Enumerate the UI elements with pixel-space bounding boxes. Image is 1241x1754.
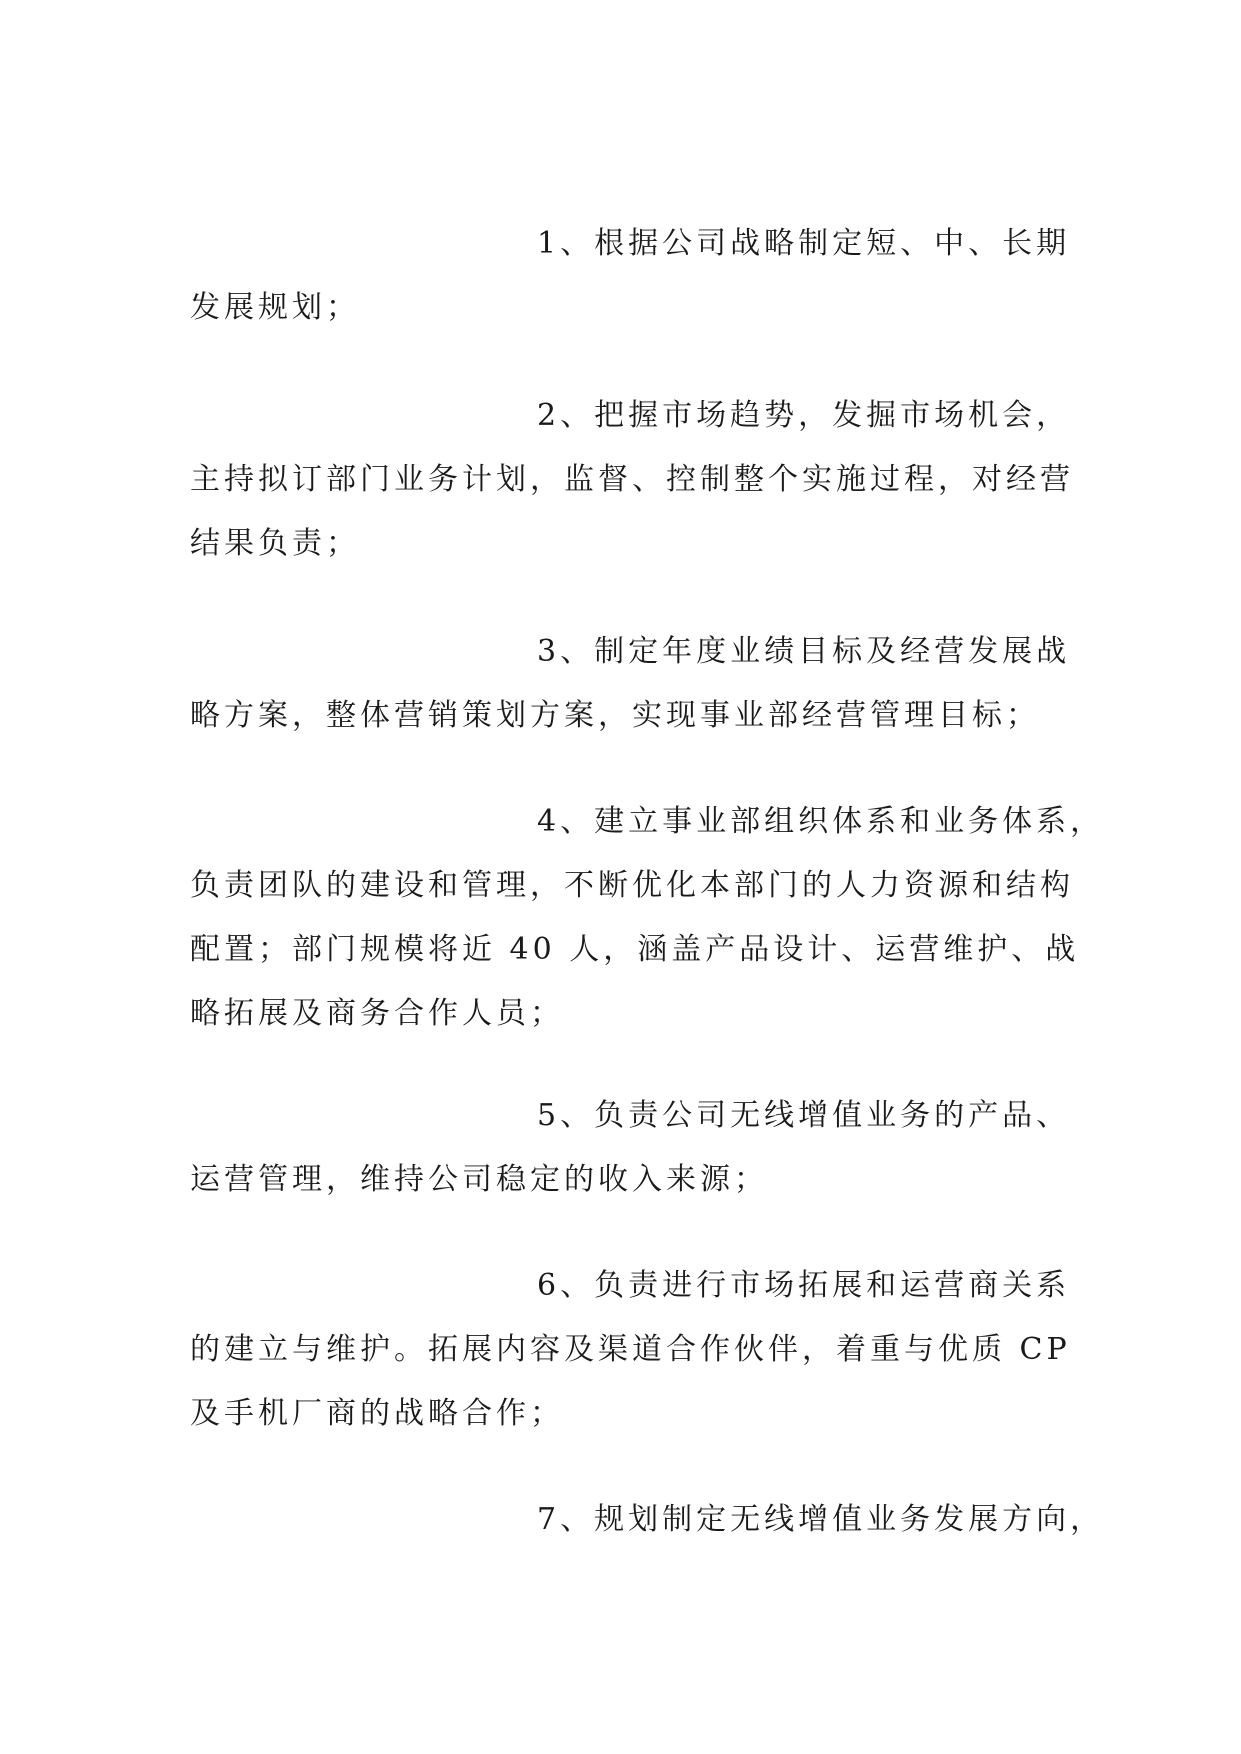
paragraph-4 <box>190 790 1105 1046</box>
paragraph-3-line-2: 略方案，整体营销策划方案，实现事业部经营管理目标； <box>190 698 1040 733</box>
paragraph-6 <box>190 1254 1071 1446</box>
paragraph-1 <box>190 212 1071 340</box>
paragraph-3 <box>190 620 1071 748</box>
paragraph-1-line-1: 1、根据公司战略制定短、中、长期 <box>537 226 1071 261</box>
paragraph-2-line-3: 结果负责； <box>190 526 360 561</box>
paragraph-6-line-3: 及手机厂商的战略合作； <box>190 1396 564 1431</box>
paragraph-5-line-2: 运营管理，维持公司稳定的收入来源； <box>190 1162 768 1197</box>
paragraph-1-line-2: 发展规划； <box>190 290 360 325</box>
paragraph-7 <box>190 1488 1105 1552</box>
paragraph-7-line-1: 7、规划制定无线增值业务发展方向， <box>537 1502 1105 1537</box>
paragraph-4-line-2: 负责团队的建设和管理，不断优化本部门的人力资源和结构 <box>190 868 1074 903</box>
paragraph-2-line-2: 主持拟订部门业务计划，监督、控制整个实施过程，对经营 <box>190 462 1074 497</box>
paragraph-4-line-4: 略拓展及商务合作人员； <box>190 996 564 1031</box>
paragraph-5-line-1: 5、负责公司无线增值业务的产品、 <box>537 1098 1071 1133</box>
paragraph-4-line-3: 配置；部门规模将近 40 人，涵盖产品设计、运营维护、战 <box>190 932 1080 967</box>
paragraph-5 <box>190 1084 1071 1212</box>
paragraph-6-line-1: 6、负责进行市场拓展和运营商关系 <box>537 1268 1071 1303</box>
paragraph-4-line-1: 4、建立事业部组织体系和业务体系， <box>537 804 1105 839</box>
paragraph-3-line-1: 3、制定年度业绩目标及经营发展战 <box>537 634 1071 669</box>
paragraph-2-line-1: 2、把握市场趋势，发掘市场机会， <box>537 398 1071 433</box>
paragraph-6-line-2: 的建立与维护。拓展内容及渠道合作伙伴，着重与优质 CP <box>190 1332 1071 1367</box>
paragraph-2 <box>190 384 1074 576</box>
